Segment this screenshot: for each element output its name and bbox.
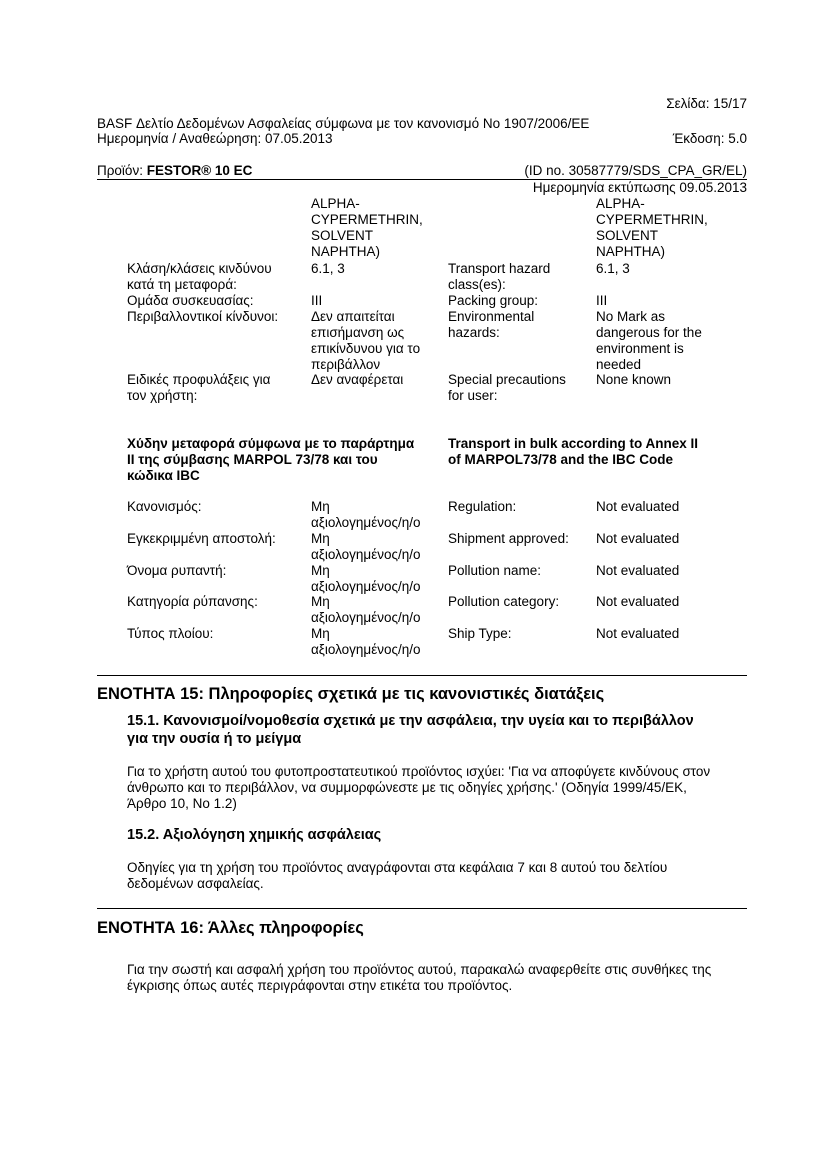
row-label-gr: Κανονισμός:: [127, 499, 202, 514]
page-number: Σελίδα: 15/17: [666, 96, 747, 111]
row-value-gr: Μη αξιολογημένος/η/ο: [311, 499, 421, 530]
row-label-en: Regulation:: [448, 499, 517, 514]
row-label-gr: Τύπος πλοίου:: [127, 626, 214, 641]
proper-shipping-name-gr: ALPHA- CYPERMETHRIN, SOLVENT NAPHTHA): [311, 196, 423, 259]
document-id: (ID no. 30587779/SDS_CPA_GR/EL): [524, 163, 747, 178]
row-label-gr: Όνομα ρυπαντή:: [127, 563, 227, 578]
row-value-en: III: [596, 293, 608, 308]
row-label-gr: Κλάση/κλάσεις κινδύνου κατά τη μεταφορά:: [127, 261, 272, 292]
section-16-text: Για την σωστή και ασφαλή χρήση του προϊόντος αυτού, παρακαλώ αναφερθείτε στις συνθήκες της έγκρισης όπως αυτές περιγράφονται στην ετικέτα του προϊόντος.: [127, 962, 712, 993]
section-16-divider: [97, 908, 747, 909]
row-value-en: Not evaluated: [596, 626, 680, 641]
row-value-en: Not evaluated: [596, 531, 680, 546]
row-label-gr: Περιβαλλοντικοί κίνδυνοι:: [127, 309, 279, 324]
version: Έκδοση: 5.0: [672, 131, 747, 146]
row-value-gr: Μη αξιολογημένος/η/ο: [311, 594, 421, 625]
row-value-gr: Δεν απαιτείται επισήμανση ως επικίνδυνου για το περιβάλλον: [311, 309, 421, 372]
row-label-en: Special precautions for user:: [448, 372, 566, 403]
row-label-en: Transport hazard class(es):: [448, 261, 551, 292]
row-value-en: No Mark as dangerous for the environment is needed: [596, 309, 702, 372]
row-value-gr: Μη αξιολογημένος/η/ο: [311, 626, 421, 657]
row-label-en: Ship Type:: [448, 626, 512, 641]
bulk-heading-gr: Χύδην μεταφορά σύμφωνα με το παράρτημα II της σύμβασης MARPOL 73/78 και του κώδικα IBC: [127, 436, 415, 483]
row-label-en: Environmental hazards:: [448, 309, 535, 340]
print-date: Ημερομηνία εκτύπωσης 09.05.2013: [532, 180, 747, 195]
row-label-en: Shipment approved:: [448, 531, 569, 546]
row-value-en: None known: [596, 372, 672, 387]
row-label-gr: Κατηγορία ρύπανσης:: [127, 594, 258, 609]
product-prefix: Προϊόν:: [97, 163, 147, 178]
document-title: BASF Δελτίο Δεδομένων Ασφαλείας σύμφωνα με τον κανονισμό Νο 1907/2006/ΕΕ: [97, 116, 590, 131]
section-16-title: ΕΝΟΤΗΤΑ 16: Άλλες πληροφορίες: [97, 919, 364, 937]
subsection-15-2-title: 15.2. Αξιολόγηση χημικής ασφάλειας: [127, 827, 382, 843]
subsection-15-2-text: Οδηγίες για τη χρήση του προϊόντος αναγράφονται στα κεφάλαια 7 και 8 αυτού του δελτίου δεδομένων ασφαλείας.: [127, 860, 668, 891]
row-label-en: Pollution name:: [448, 563, 542, 578]
section-15-title: ΕΝΟΤΗΤΑ 15: Πληροφορίες σχετικά με τις κανονιστικές διατάξεις: [97, 685, 605, 703]
product-line: [97, 147, 252, 179]
revision-date: Ημερομηνία / Αναθεώρηση: 07.05.2013: [97, 131, 333, 146]
section-15-divider: [97, 675, 747, 676]
row-label-en: Packing group:: [448, 293, 539, 308]
row-value-gr: Μη αξιολογημένος/η/ο: [311, 531, 421, 562]
row-value-en: Not evaluated: [596, 499, 680, 514]
row-label-gr: Ειδικές προφυλάξεις για τον χρήστη:: [127, 372, 271, 403]
row-value-gr: Δεν αναφέρεται: [311, 372, 404, 387]
row-value-gr: III: [311, 293, 323, 308]
row-label-en: Pollution category:: [448, 594, 560, 609]
row-value-en: Not evaluated: [596, 594, 680, 609]
row-label-gr: Εγκεκριμμένη αποστολή:: [127, 531, 276, 546]
row-value-en: 6.1, 3: [596, 261, 630, 276]
subsection-15-1-title: 15.1. Κανονισμοί/νομοθεσία σχετικά με την ασφάλεια, την υγεία και το περιβάλλον για την ουσία ή το μείγμα: [127, 713, 694, 747]
row-value-gr: 6.1, 3: [311, 261, 345, 276]
row-label-gr: Ομάδα συσκευασίας:: [127, 293, 254, 308]
subsection-15-1-text: Για το χρήστη αυτού του φυτοπροστατευτικού προϊόντος ισχύει: 'Για να αποφύγετε κινδύνους στον άνθρωπο και το περιβάλλον, να συμμορφώνεστε με τις οδηγίες χρήσης.' (Οδηγία 1999/45/ΕΚ, Άρθρο 10, Νο 1.2): [127, 764, 711, 811]
row-value-en: Not evaluated: [596, 563, 680, 578]
bulk-heading-en: Transport in bulk according to Annex II of MARPOL73/78 and the IBC Code: [448, 436, 699, 467]
proper-shipping-name-en: ALPHA- CYPERMETHRIN, SOLVENT NAPHTHA): [596, 196, 708, 259]
product-name: FESTOR® 10 EC: [146, 163, 253, 178]
row-value-gr: Μη αξιολογημένος/η/ο: [311, 563, 421, 594]
